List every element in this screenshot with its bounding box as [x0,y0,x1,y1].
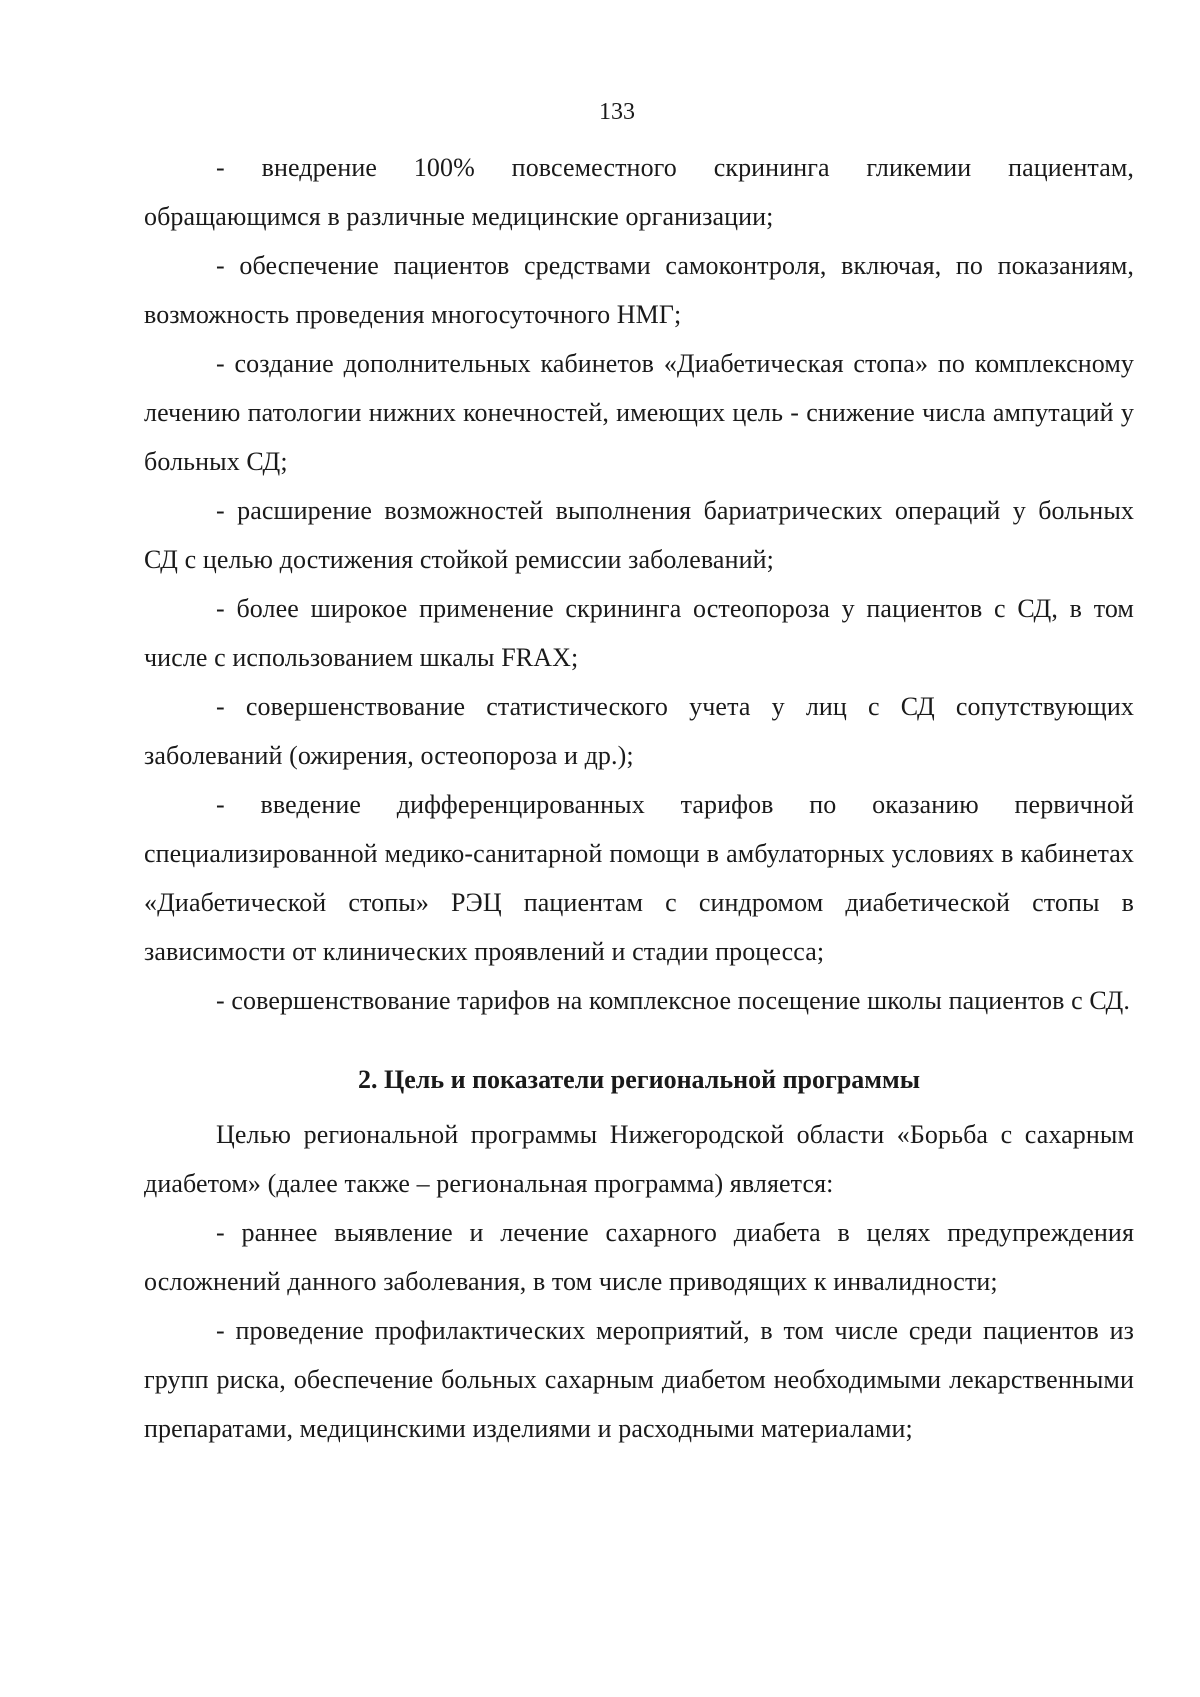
paragraph-glycemia-screening: - внедрение 100% повсеместного скрининга гликемии пациентам, обращающимся в различные медицинские организации; [144,153,1134,231]
paragraph-early-detection: - раннее выявление и лечение сахарного диабета в целях предупреждения осложнений данного заболевания, в том числе приводящих к инвалидности; [144,1218,1134,1296]
page-content [144,143,1134,1453]
paragraph-diabetic-foot-offices: - создание дополнительных кабинетов «Диабетическая стопа» по комплексному лечению патологии нижних конечностей, имеющих цель - снижение числа ампутаций у больных СД; [144,349,1134,476]
section-heading: 2. Цель и показатели региональной программы [357,1065,921,1094]
paragraph-bariatric-surgery: - расширение возможностей выполнения бариатрических операций у больных СД с целью достижения стойкой ремиссии заболеваний; [144,496,1134,574]
paragraph-program-goal: Целью региональной программы Нижегородской области «Борьба с сахарным диабетом» (далее также – региональная программа) является: [144,1120,1134,1198]
paragraph-preventive-measures: - проведение профилактических мероприятий, в том числе среди пациентов из групп риска, обеспечение больных сахарным диабетом необходимыми лекарственными препаратами, медицинскими изделиями и расходными материалами; [144,1316,1134,1443]
paragraph-self-control-means: - обеспечение пациентов средствами самоконтроля, включая, по показаниям, возможность проведения многосуточного НМГ; [144,251,1134,329]
paragraph-osteoporosis-screening: - более широкое применение скрининга остеопороза у пациентов с СД, в том числе с использованием шкалы FRAX; [144,594,1134,672]
page-number: 133 [599,99,635,125]
paragraph-statistical-accounting: - совершенствование статистического учета у лиц с СД сопутствующих заболеваний (ожирения, остеопороза и др.); [144,692,1134,770]
paragraph-school-tariffs: - совершенствование тарифов на комплексное посещение школы пациентов с СД. [216,986,1130,1015]
paragraph-differentiated-tariffs: - введение дифференцированных тарифов по оказанию первичной специализированной медико-санитарной помощи в амбулаторных условиях в кабинетах «Диабетической стопы» РЭЦ пациентам с синдромом диабетической стопы в зависимости от клинических проявлений и стадии процесса; [144,790,1134,966]
